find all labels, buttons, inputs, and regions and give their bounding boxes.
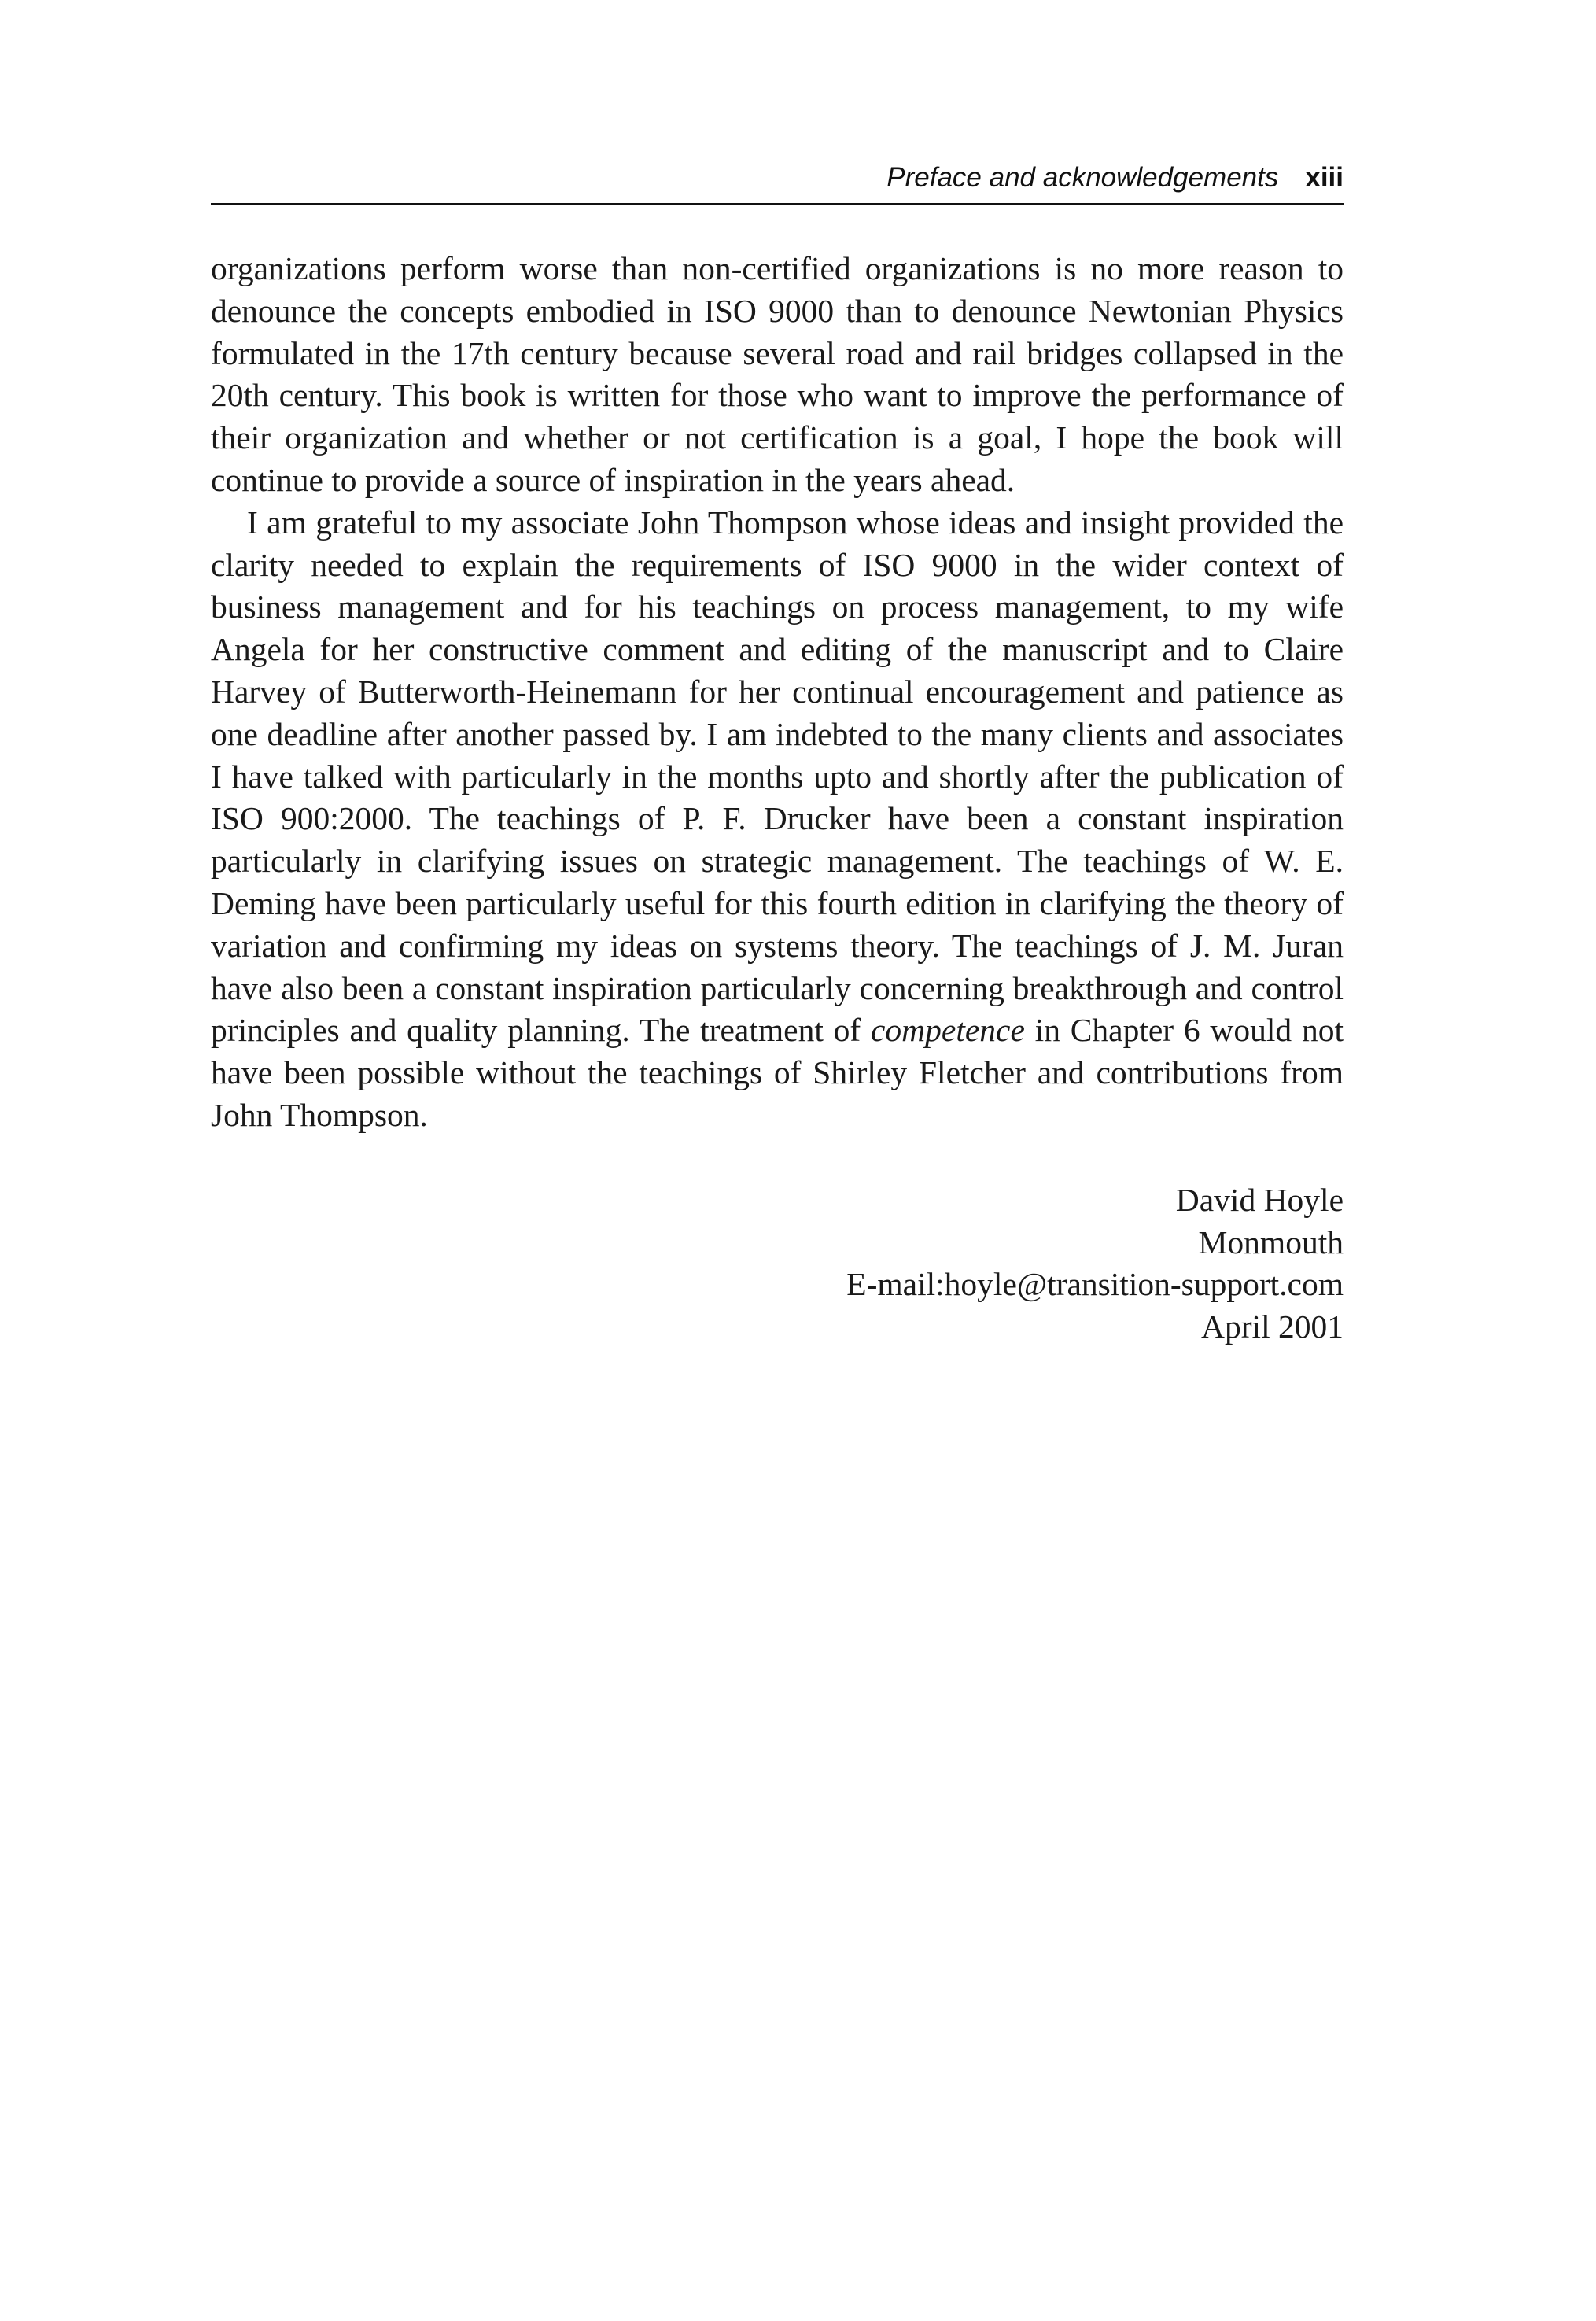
author-place: Monmouth xyxy=(1198,1223,1344,1260)
paragraph-2-text: I am grateful to my associate John Thompson whose ideas and insight provided the clarity needed to explain the requirements of ISO 9000 in the wider context of business management and for his teachings on process management, to my wife Angela for her constructive comment and editing of the manuscript and to Claire Harvey of Butterworth-Heinemann for her continual encouragement and patience as one deadline after another passed by. I am indebted to the many clients and associates I have talked with particularly in the months upto and shortly after the publication of ISO 900:2000. The teachings of P. F. Drucker have been a constant inspiration particularly in clarifying issues on strategic management. The teachings of W. E. Deming have been particularly useful for this fourth edition in clarifying the theory of variation and confirming my ideas on systems theory. The teachings of J. M. Juran have also been a constant inspiration particularly concerning breakthrough and control principles and quality planning. The treatment of xyxy=(211,504,1344,1049)
author-name: David Hoyle xyxy=(1175,1181,1344,1218)
page-number: xiii xyxy=(1305,162,1344,193)
signature-date: April 2001 xyxy=(1201,1308,1344,1345)
paragraph-1: organizations perform worse than non-certified organizations is no more reason to denounce the concepts embodied in ISO 9000 than to denounce Newtonian Physics formulated in the 17th century because several road and rail bridges collapsed in the 20th century. This book is written for those who want to improve the performance of their organization and whether or not certification is a goal, I hope the book will continue to provide a source of inspiration in the years ahead. xyxy=(211,250,1344,498)
paragraph-2-tail: in Chapter 6 would not have been possible without the teachings of Shirley Fletcher and contributions from John Thompson. xyxy=(211,1012,1344,1133)
running-title: Preface and acknowledgements xyxy=(886,162,1279,193)
body-text xyxy=(211,248,1344,1137)
author-email: E-mail:hoyle@transition-support.com xyxy=(846,1266,1344,1303)
emphasis-competence: competence xyxy=(871,1012,1025,1049)
signature-block xyxy=(211,1179,1344,1349)
book-page xyxy=(211,162,1344,1349)
paragraph-2 xyxy=(211,502,1344,1137)
running-header xyxy=(211,162,1344,205)
